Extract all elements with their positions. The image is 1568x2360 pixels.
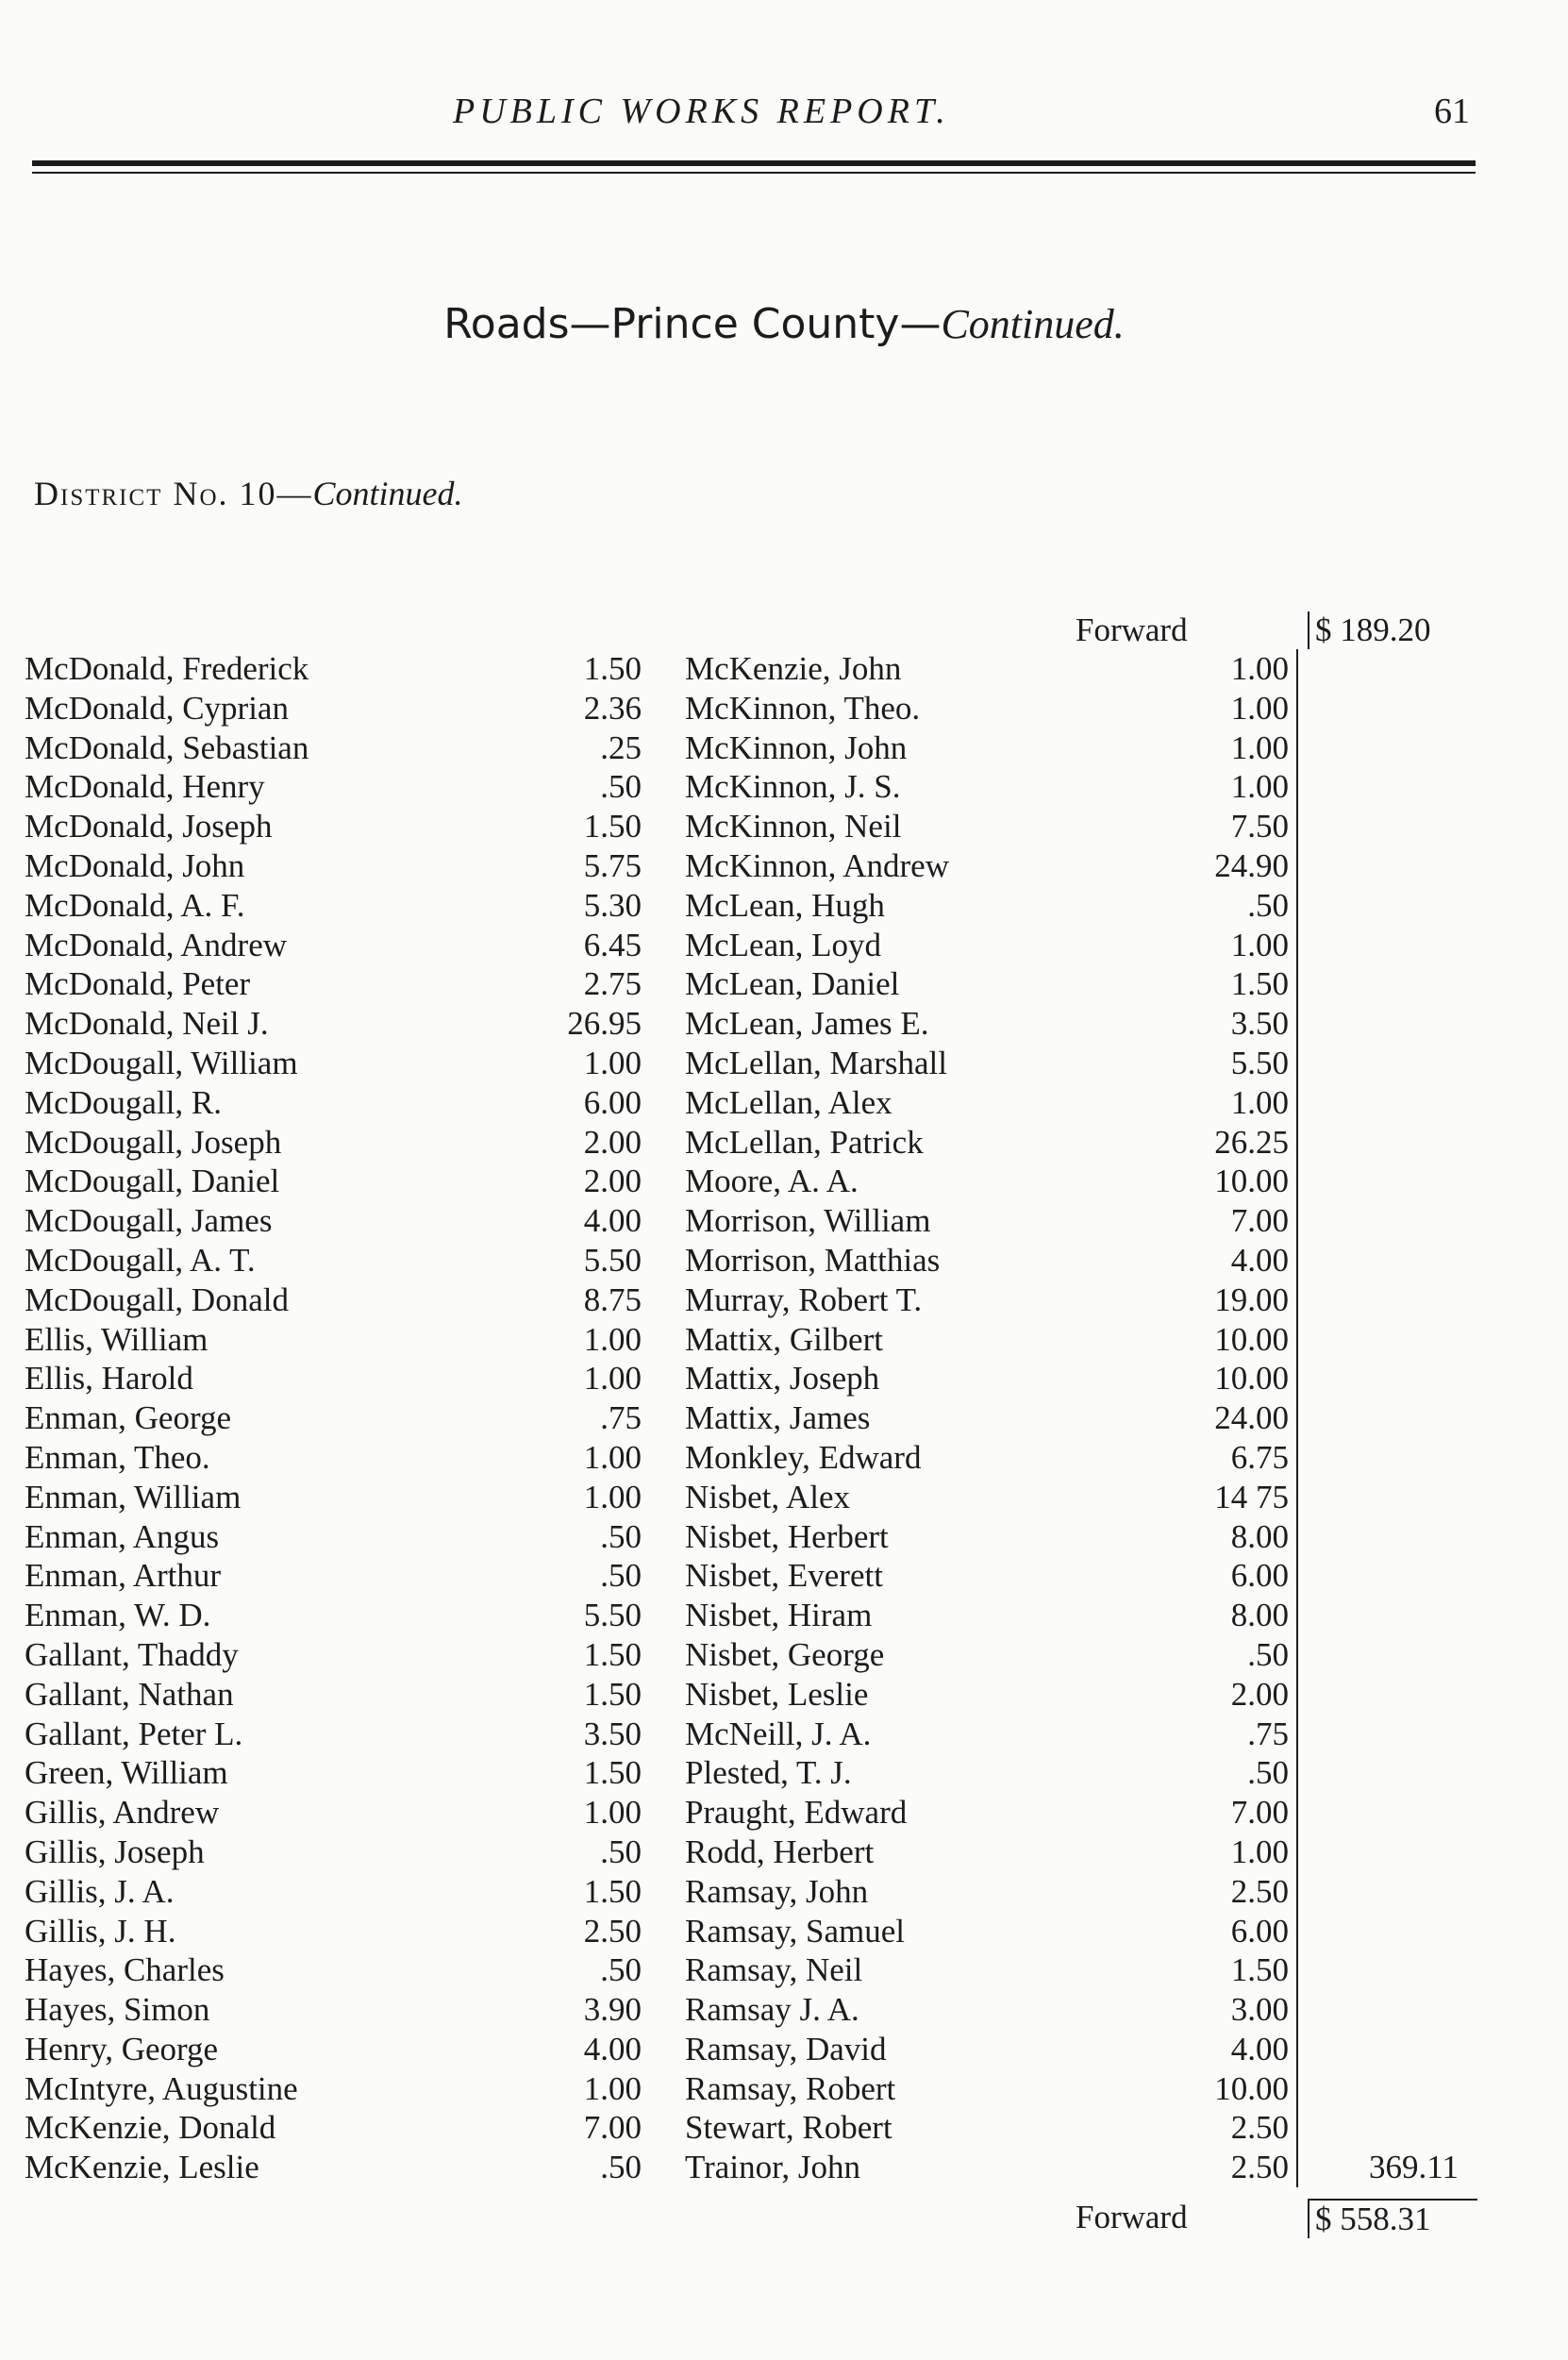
- right-amount-cell: 8.00: [1132, 1596, 1298, 1635]
- table-row: [0, 926, 1568, 965]
- right-name-cell: Nisbet, Leslie: [685, 1675, 869, 1713]
- left-name-cell: Enman, W. D.: [25, 1597, 211, 1634]
- table-row: [0, 1398, 1568, 1438]
- left-name-cell: McDougall, James: [25, 1202, 273, 1240]
- left-amount-cell: 3.90: [583, 1991, 642, 2029]
- table-row: [0, 1201, 1568, 1241]
- left-amount-cell: .50: [600, 1557, 642, 1595]
- table-row: [0, 2148, 1568, 2187]
- table-row: [0, 807, 1568, 846]
- right-name-cell: Nisbet, George: [685, 1635, 885, 1673]
- left-amount-cell: .50: [600, 2149, 642, 2186]
- table-row: [0, 1556, 1568, 1596]
- right-amount-cell: 24.90: [1132, 846, 1298, 886]
- right-amount-cell: 1.00: [1132, 1083, 1298, 1123]
- ledger-table: [0, 649, 1568, 2187]
- table-row: [0, 1478, 1568, 1517]
- right-amount-cell: 5.50: [1132, 1044, 1298, 1083]
- left-amount-cell: .25: [600, 728, 642, 766]
- right-name-cell: McLean, Daniel: [685, 965, 900, 1003]
- left-amount-cell: 5.50: [583, 1597, 642, 1634]
- left-amount-cell: 6.00: [583, 1083, 642, 1121]
- left-name-cell: Enman, George: [25, 1399, 232, 1437]
- left-amount-cell: .50: [600, 1517, 642, 1555]
- left-amount-cell: 6.45: [583, 926, 642, 963]
- right-amount-cell: 7.00: [1132, 1793, 1298, 1833]
- right-name-cell: Monkley, Edward: [685, 1438, 922, 1476]
- right-amount-cell: 4.00: [1132, 2030, 1298, 2069]
- left-name-cell: Henry, George: [25, 2030, 219, 2067]
- left-name-cell: McDonald, A. F.: [25, 886, 245, 924]
- right-name-cell: Mattix, James: [685, 1399, 871, 1437]
- left-name-cell: McDougall, R.: [25, 1083, 223, 1121]
- right-amount-cell: 1.00: [1132, 728, 1298, 768]
- table-row: [0, 728, 1568, 768]
- right-name-cell: Ramsay, Samuel: [685, 1912, 905, 1950]
- district-label: District No. 10—: [34, 475, 313, 512]
- right-name-cell: Murray, Robert T.: [685, 1280, 923, 1318]
- right-amount-cell: 10.00: [1132, 2069, 1298, 2109]
- left-amount-cell: 1.00: [583, 2069, 642, 2107]
- left-amount-cell: .50: [600, 768, 642, 806]
- right-name-cell: Plested, T. J.: [685, 1754, 852, 1792]
- left-name-cell: McDonald, Henry: [25, 768, 265, 806]
- left-name-cell: McDonald, Frederick: [25, 650, 309, 687]
- forward-label: Forward: [1076, 611, 1188, 648]
- right-amount-cell: 10.00: [1132, 1359, 1298, 1398]
- right-amount-cell: 7.50: [1132, 807, 1298, 846]
- page-number: 61: [1434, 92, 1470, 131]
- forward-row-top: [0, 611, 1568, 653]
- table-row: [0, 1241, 1568, 1280]
- left-amount-cell: 2.75: [583, 965, 642, 1003]
- table-row: [0, 1320, 1568, 1360]
- right-amount-cell: 1.00: [1132, 767, 1298, 807]
- left-name-cell: McDonald, Joseph: [25, 808, 273, 845]
- right-amount-cell: 2.50: [1132, 2108, 1298, 2148]
- right-name-cell: Morrison, Matthias: [685, 1241, 941, 1279]
- left-name-cell: Enman, Angus: [25, 1517, 220, 1555]
- table-row: [0, 1517, 1568, 1557]
- table-row: [0, 1912, 1568, 1951]
- table-row: [0, 1715, 1568, 1754]
- table-row: [0, 767, 1568, 807]
- right-amount-cell: .50: [1132, 886, 1298, 926]
- left-amount-cell: 4.00: [583, 2030, 642, 2067]
- left-amount-cell: 1.50: [583, 1872, 642, 1910]
- running-title: PUBLIC WORKS REPORT.: [453, 92, 950, 131]
- left-name-cell: Gillis, Joseph: [25, 1833, 205, 1870]
- left-name-cell: McDougall, Daniel: [25, 1163, 280, 1200]
- left-name-cell: Enman, Theo.: [25, 1438, 210, 1476]
- right-name-cell: Ramsay, David: [685, 2030, 887, 2067]
- table-row: [0, 1083, 1568, 1123]
- table-row: [0, 1990, 1568, 2030]
- table-row: [0, 1123, 1568, 1163]
- left-name-cell: Hayes, Charles: [25, 1951, 225, 1989]
- table-row: [0, 1872, 1568, 1912]
- left-name-cell: McDonald, Sebastian: [25, 728, 309, 766]
- subtotal-amount: 369.11: [1369, 2149, 1459, 2186]
- right-amount-cell: 1.00: [1132, 1833, 1298, 1872]
- left-name-cell: Enman, William: [25, 1478, 242, 1515]
- left-name-cell: Gallant, Thaddy: [25, 1635, 239, 1673]
- right-amount-cell: 1.00: [1132, 689, 1298, 728]
- left-amount-cell: 7.00: [583, 2109, 642, 2147]
- right-name-cell: Morrison, William: [685, 1202, 931, 1240]
- right-name-cell: Ramsay, Neil: [685, 1951, 863, 1989]
- left-name-cell: McKenzie, Leslie: [25, 2149, 259, 2186]
- section-title-continued: Continued.: [941, 301, 1125, 347]
- right-amount-cell: 3.00: [1132, 1990, 1298, 2030]
- table-row: [0, 1950, 1568, 1990]
- left-amount-cell: 2.50: [583, 1912, 642, 1950]
- table-row: [0, 1359, 1568, 1398]
- right-amount-cell: 10.00: [1132, 1162, 1298, 1201]
- table-row: [0, 886, 1568, 926]
- right-name-cell: McKinnon, Theo.: [685, 689, 921, 727]
- right-amount-cell: 10.00: [1132, 1320, 1298, 1360]
- right-amount-cell: 19.00: [1132, 1280, 1298, 1320]
- right-amount-cell: 8.00: [1132, 1517, 1298, 1557]
- left-name-cell: McDougall, Donald: [25, 1280, 289, 1318]
- table-row: [0, 689, 1568, 728]
- right-amount-cell: 7.00: [1132, 1201, 1298, 1241]
- left-name-cell: McDonald, Cyprian: [25, 689, 289, 727]
- left-name-cell: Hayes, Simon: [25, 1991, 210, 2029]
- forward-amount: $ 558.31: [1308, 2199, 1477, 2238]
- left-name-cell: McKenzie, Donald: [25, 2109, 276, 2147]
- left-amount-cell: 1.00: [583, 1320, 642, 1358]
- table-row: [0, 1793, 1568, 1833]
- table-row: [0, 964, 1568, 1004]
- left-name-cell: Gillis, Andrew: [25, 1794, 220, 1832]
- right-amount-cell: 24.00: [1132, 1398, 1298, 1438]
- table-row: [0, 1438, 1568, 1478]
- right-amount-cell: 3.50: [1132, 1004, 1298, 1044]
- left-amount-cell: 1.50: [583, 1754, 642, 1792]
- table-row: [0, 2030, 1568, 2069]
- table-row: [0, 1004, 1568, 1044]
- right-name-cell: McLellan, Alex: [685, 1083, 892, 1121]
- left-name-cell: McDonald, Peter: [25, 965, 251, 1003]
- section-heading: [0, 300, 1568, 348]
- right-name-cell: Rodd, Herbert: [685, 1833, 875, 1870]
- right-name-cell: McKinnon, John: [685, 728, 908, 766]
- table-row: [0, 1044, 1568, 1083]
- right-name-cell: Nisbet, Herbert: [685, 1517, 889, 1555]
- district-heading: [34, 474, 463, 513]
- right-amount-cell: .50: [1132, 1635, 1298, 1675]
- left-name-cell: Ellis, William: [25, 1320, 209, 1358]
- right-name-cell: Ramsay, Robert: [685, 2069, 896, 2107]
- left-amount-cell: 1.00: [583, 1438, 642, 1476]
- right-amount-cell: 2.50: [1132, 2148, 1298, 2187]
- right-name-cell: McLean, Loyd: [685, 926, 881, 963]
- left-amount-cell: 5.30: [583, 886, 642, 924]
- right-name-cell: McNeill, J. A.: [685, 1715, 872, 1752]
- header-rule-thin: [32, 172, 1476, 174]
- right-amount-cell: 4.00: [1132, 1241, 1298, 1280]
- left-amount-cell: .50: [600, 1833, 642, 1870]
- left-name-cell: McDonald, Andrew: [25, 926, 288, 963]
- right-name-cell: McKenzie, John: [685, 650, 902, 687]
- table-row: [0, 1675, 1568, 1715]
- right-name-cell: McLean, James E.: [685, 1005, 929, 1043]
- right-name-cell: Praught, Edward: [685, 1794, 908, 1832]
- table-row: [0, 2069, 1568, 2109]
- left-amount-cell: 1.50: [583, 650, 642, 687]
- left-amount-cell: 1.00: [583, 1360, 642, 1398]
- left-name-cell: Gallant, Peter L.: [25, 1715, 243, 1752]
- left-amount-cell: 1.50: [583, 1675, 642, 1713]
- left-amount-cell: 3.50: [583, 1715, 642, 1752]
- left-name-cell: Green, William: [25, 1754, 228, 1792]
- left-name-cell: Gillis, J. H.: [25, 1912, 176, 1950]
- right-amount-cell: 6.00: [1132, 1556, 1298, 1596]
- right-name-cell: Moore, A. A.: [685, 1163, 859, 1200]
- section-title: Roads—Prince County—: [443, 300, 942, 348]
- left-name-cell: McDougall, William: [25, 1044, 298, 1081]
- right-name-cell: Nisbet, Hiram: [685, 1597, 873, 1634]
- right-name-cell: Nisbet, Alex: [685, 1478, 850, 1515]
- right-name-cell: McKinnon, J. S.: [685, 768, 901, 806]
- district-continued: Continued.: [312, 475, 463, 512]
- right-name-cell: Mattix, Joseph: [685, 1360, 880, 1398]
- table-row: [0, 1596, 1568, 1635]
- right-amount-cell: 1.50: [1132, 964, 1298, 1004]
- left-amount-cell: 26.95: [567, 1005, 642, 1043]
- right-amount-cell: 6.75: [1132, 1438, 1298, 1478]
- right-name-cell: Trainor, John: [685, 2149, 860, 2186]
- left-name-cell: McDougall, Joseph: [25, 1123, 282, 1161]
- header-rule-thick: [32, 160, 1476, 166]
- table-row: [0, 846, 1568, 886]
- right-name-cell: Mattix, Gilbert: [685, 1320, 883, 1358]
- right-name-cell: McLean, Hugh: [685, 886, 885, 924]
- left-name-cell: Gallant, Nathan: [25, 1675, 234, 1713]
- left-amount-cell: 4.00: [583, 1202, 642, 1240]
- left-name-cell: Ellis, Harold: [25, 1360, 193, 1398]
- left-name-cell: McDonald, Neil J.: [25, 1005, 269, 1043]
- table-row: [0, 1833, 1568, 1872]
- right-name-cell: McKinnon, Neil: [685, 808, 902, 845]
- table-row: [0, 1753, 1568, 1793]
- table-row: [0, 1162, 1568, 1201]
- right-amount-cell: 14 75: [1132, 1478, 1298, 1517]
- left-amount-cell: 1.00: [583, 1044, 642, 1081]
- table-row: [0, 649, 1568, 689]
- left-amount-cell: 1.00: [583, 1478, 642, 1515]
- left-amount-cell: .75: [600, 1399, 642, 1437]
- left-name-cell: McDonald, John: [25, 846, 245, 884]
- left-amount-cell: 5.50: [583, 1241, 642, 1279]
- left-amount-cell: 8.75: [583, 1280, 642, 1318]
- right-name-cell: McLellan, Patrick: [685, 1123, 924, 1161]
- forward-amount: $ 189.20: [1308, 611, 1477, 649]
- left-amount-cell: 1.00: [583, 1794, 642, 1832]
- right-amount-cell: 1.00: [1132, 926, 1298, 965]
- left-amount-cell: 2.00: [583, 1163, 642, 1200]
- right-amount-cell: 1.50: [1132, 1950, 1298, 1990]
- right-amount-cell: .75: [1132, 1715, 1298, 1754]
- left-amount-cell: 1.50: [583, 1635, 642, 1673]
- right-amount-cell: 1.00: [1132, 649, 1298, 689]
- left-amount-cell: 2.36: [583, 689, 642, 727]
- left-amount-cell: 1.50: [583, 808, 642, 845]
- forward-label: Forward: [1076, 2199, 1188, 2235]
- right-name-cell: McLellan, Marshall: [685, 1044, 947, 1081]
- forward-row-bottom: [0, 2199, 1568, 2240]
- table-row: [0, 2108, 1568, 2148]
- right-amount-cell: 2.00: [1132, 1675, 1298, 1715]
- right-amount-cell: 2.50: [1132, 1872, 1298, 1912]
- right-name-cell: Ramsay, John: [685, 1872, 869, 1910]
- left-amount-cell: 2.00: [583, 1123, 642, 1161]
- table-row: [0, 1635, 1568, 1675]
- right-amount-cell: 6.00: [1132, 1912, 1298, 1951]
- right-name-cell: Nisbet, Everett: [685, 1557, 883, 1595]
- right-name-cell: Stewart, Robert: [685, 2109, 892, 2147]
- right-amount-cell: .50: [1132, 1753, 1298, 1793]
- right-amount-cell: 26.25: [1132, 1123, 1298, 1163]
- left-name-cell: Enman, Arthur: [25, 1557, 222, 1595]
- right-name-cell: McKinnon, Andrew: [685, 846, 949, 884]
- left-amount-cell: .50: [600, 1951, 642, 1989]
- running-header: [0, 91, 1568, 147]
- left-name-cell: McDougall, A. T.: [25, 1241, 256, 1279]
- left-name-cell: Gillis, J. A.: [25, 1872, 175, 1910]
- right-name-cell: Ramsay J. A.: [685, 1991, 859, 2029]
- left-name-cell: McIntyre, Augustine: [25, 2069, 298, 2107]
- table-row: [0, 1280, 1568, 1320]
- left-amount-cell: 5.75: [583, 846, 642, 884]
